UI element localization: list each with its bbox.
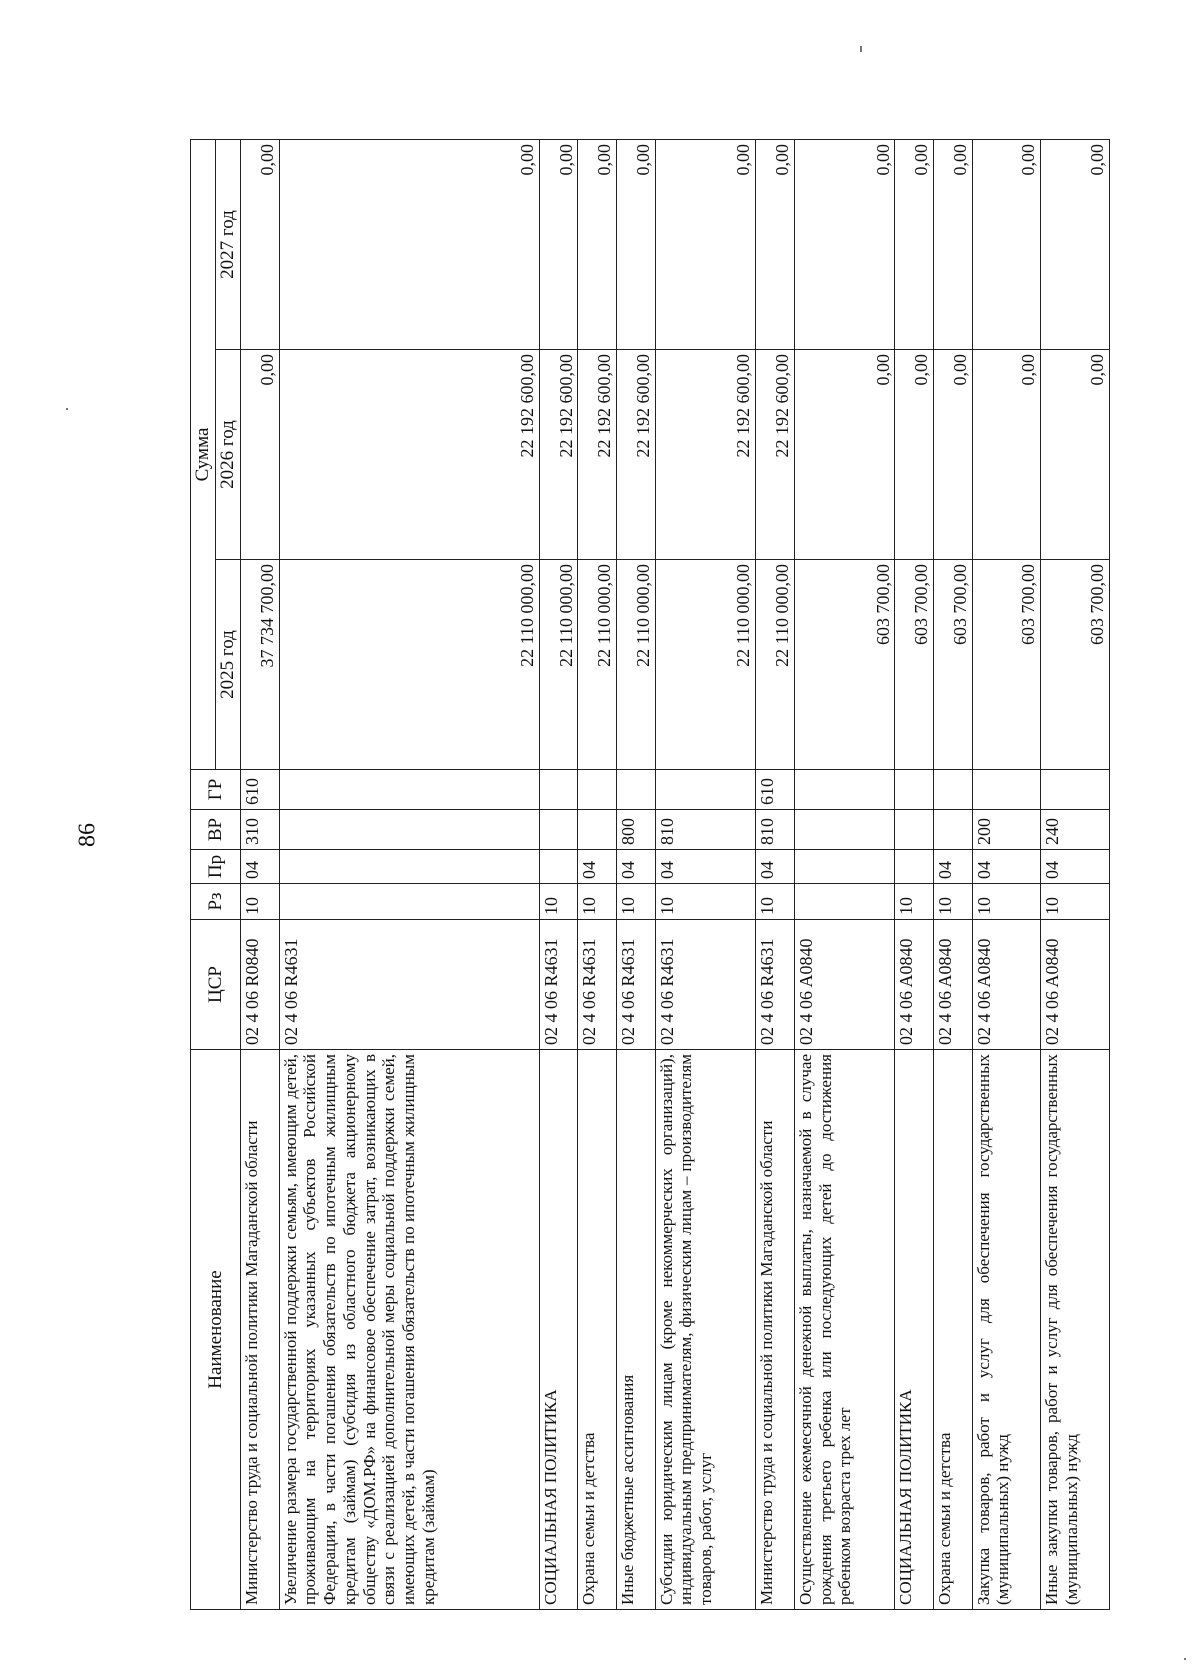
row-gr [279,770,539,810]
header-name: Наименование [191,1050,241,1610]
row-rz: 10 [539,884,578,920]
row-vr [794,810,895,850]
budget-table [190,139,1110,1610]
row-name: Субсидии юридическим лицам (кроме некоммерческих организаций), индивидуальным предпринимателям, физическим лицам – производителям товаров, работ, услуг [655,1050,756,1610]
scan-mark [1184,1658,1186,1660]
row-2027: 0,00 [794,140,895,350]
row-2027: 0,00 [1041,140,1110,350]
table-row [1041,140,1110,1610]
row-gr [972,770,1041,810]
row-csr: 02 4 06 R4631 [578,920,617,1050]
row-2026: 22 192 600,00 [756,350,795,560]
row-pr [279,850,539,884]
row-2027: 0,00 [539,140,578,350]
row-rz: 10 [241,884,280,920]
row-2025: 603 700,00 [1041,560,1110,770]
row-2026: 22 192 600,00 [655,350,756,560]
row-vr [895,810,934,850]
header-year-2027: 2027 год [216,140,241,350]
table-row [617,140,656,1610]
table-row [934,140,973,1610]
row-2025: 22 110 000,00 [578,560,617,770]
row-vr [934,810,973,850]
row-2025: 22 110 000,00 [539,560,578,770]
row-gr [794,770,895,810]
row-2026: 0,00 [241,350,280,560]
row-csr: 02 4 06 A0840 [1041,920,1110,1050]
table-row [279,140,539,1610]
row-gr: 610 [756,770,795,810]
table-row [794,140,895,1610]
row-name: Увеличение размера государственной поддержки семьям, имеющим детей, проживающим на территориях указанных субъектов Российской Федерации, в части погашения обязательств по ипотечным жилищным кредитам (займам) (субсидия из областного бюджета акционерному обществу «ДОМ.РФ» на финансовое обеспечение затрат, возникающих в связи с реализацией дополнительной меры социальной поддержки семей, имеющих детей, в части погашения обязательств по ипотечным жилищным кредитам (займам) [279,1050,539,1610]
row-2025: 603 700,00 [934,560,973,770]
row-csr: 02 4 06 R4631 [655,920,756,1050]
page-number: 86 [74,823,101,847]
row-csr: 02 4 06 R4631 [617,920,656,1050]
header-rz: Рз [191,884,241,920]
row-pr: 04 [578,850,617,884]
row-rz [794,884,895,920]
row-pr: 04 [655,850,756,884]
row-name: Министерство труда и социальной политики Магаданской области [241,1050,280,1610]
scan-mark [66,408,68,410]
row-pr: 04 [972,850,1041,884]
row-csr: 02 4 06 A0840 [895,920,934,1050]
row-pr [794,850,895,884]
row-pr: 04 [241,850,280,884]
row-name: Иные закупки товаров, работ и услуг для обеспечения государственных (муниципальных) нужд [1041,1050,1110,1610]
table-header [191,140,241,1610]
row-2027: 0,00 [241,140,280,350]
table-row [972,140,1041,1610]
row-csr: 02 4 06 R4631 [539,920,578,1050]
row-gr [539,770,578,810]
row-rz: 10 [934,884,973,920]
row-2025: 22 110 000,00 [756,560,795,770]
row-vr: 200 [972,810,1041,850]
row-2025: 22 110 000,00 [279,560,539,770]
row-2026: 0,00 [972,350,1041,560]
row-gr [1041,770,1110,810]
row-2027: 0,00 [578,140,617,350]
row-gr: 610 [241,770,280,810]
table-row [895,140,934,1610]
row-2027: 0,00 [972,140,1041,350]
row-vr: 800 [617,810,656,850]
header-year-2026: 2026 год [216,350,241,560]
row-gr [617,770,656,810]
row-vr [578,810,617,850]
row-csr: 02 4 06 A0840 [794,920,895,1050]
row-2026: 0,00 [934,350,973,560]
row-2026: 22 192 600,00 [617,350,656,560]
row-2026: 0,00 [794,350,895,560]
row-vr: 240 [1041,810,1110,850]
row-2025: 603 700,00 [972,560,1041,770]
row-pr [895,850,934,884]
row-pr: 04 [617,850,656,884]
row-vr [279,810,539,850]
row-name: СОЦИАЛЬНАЯ ПОЛИТИКА [539,1050,578,1610]
row-2027: 0,00 [756,140,795,350]
header-pr: Пр [191,850,241,884]
row-2025: 603 700,00 [794,560,895,770]
row-2025: 37 734 700,00 [241,560,280,770]
row-name: Закупка товаров, работ и услуг для обеспечения государственных (муниципальных) нужд [972,1050,1041,1610]
row-csr: 02 4 06 R0840 [241,920,280,1050]
row-rz: 10 [617,884,656,920]
row-2026: 22 192 600,00 [539,350,578,560]
row-2025: 603 700,00 [895,560,934,770]
row-pr: 04 [934,850,973,884]
scan-mark [860,46,862,52]
row-name: СОЦИАЛЬНАЯ ПОЛИТИКА [895,1050,934,1610]
table-row [655,140,756,1610]
row-2026: 22 192 600,00 [578,350,617,560]
row-2027: 0,00 [895,140,934,350]
row-vr: 810 [756,810,795,850]
budget-table-container [190,140,1110,1610]
row-vr: 810 [655,810,756,850]
row-pr: 04 [756,850,795,884]
row-2026: 0,00 [1041,350,1110,560]
row-gr [578,770,617,810]
row-csr: 02 4 06 A0840 [972,920,1041,1050]
row-name: Осуществление ежемесячной денежной выплаты, назначаемой в случае рождения третьего ребенка или последующих детей до достижения ребенком возраста трех лет [794,1050,895,1610]
row-name: Министерство труда и социальной политики Магаданской области [756,1050,795,1610]
table-body [241,140,1110,1610]
row-2025: 22 110 000,00 [655,560,756,770]
row-pr [539,850,578,884]
row-gr [655,770,756,810]
row-2027: 0,00 [934,140,973,350]
row-rz [279,884,539,920]
row-name: Охрана семьи и детства [578,1050,617,1610]
row-rz: 10 [895,884,934,920]
row-name: Охрана семьи и детства [934,1050,973,1610]
row-name: Иные бюджетные ассигнования [617,1050,656,1610]
row-2026: 22 192 600,00 [279,350,539,560]
row-2027: 0,00 [279,140,539,350]
table-row [241,140,280,1610]
row-csr: 02 4 06 R4631 [279,920,539,1050]
row-csr: 02 4 06 A0840 [934,920,973,1050]
row-rz: 10 [756,884,795,920]
header-gr: ГР [191,770,241,810]
table-row [578,140,617,1610]
row-gr [895,770,934,810]
row-rz: 10 [1041,884,1110,920]
row-gr [934,770,973,810]
row-rz: 10 [972,884,1041,920]
row-pr: 04 [1041,850,1110,884]
row-vr: 310 [241,810,280,850]
row-csr: 02 4 06 R4631 [756,920,795,1050]
header-csr: ЦСР [191,920,241,1050]
header-sum: Сумма [191,140,216,770]
row-2027: 0,00 [617,140,656,350]
row-rz: 10 [578,884,617,920]
table-row [539,140,578,1610]
table-row [756,140,795,1610]
header-year-2025: 2025 год [216,560,241,770]
row-2025: 22 110 000,00 [617,560,656,770]
row-rz: 10 [655,884,756,920]
header-vr: ВР [191,810,241,850]
row-2027: 0,00 [655,140,756,350]
row-vr [539,810,578,850]
row-2026: 0,00 [895,350,934,560]
